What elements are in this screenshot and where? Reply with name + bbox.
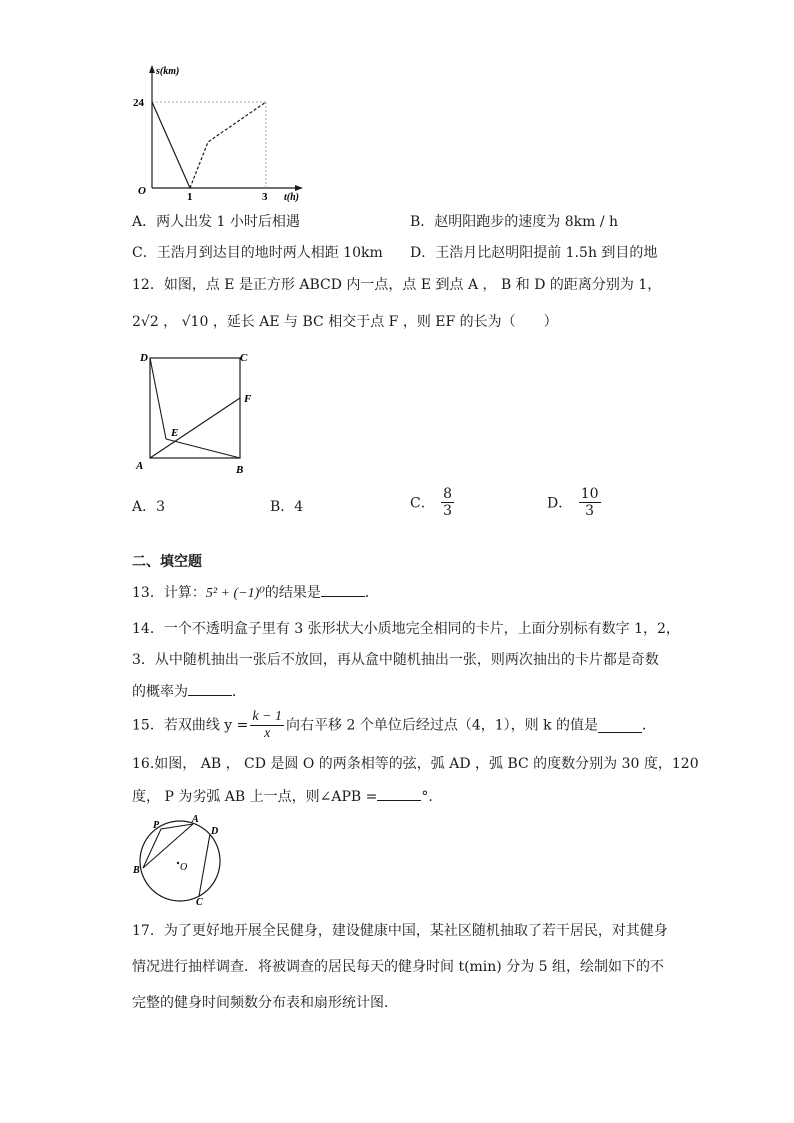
label-a: A — [136, 460, 144, 472]
label-d: D — [211, 826, 219, 837]
q15-middle: 向右平移 2 个单位后经过点（4，1），则 k 的值是 — [286, 717, 599, 734]
q16-line1: 16.如图， AB ， CD 是圆 O 的两条相等的弦，弧 AD ，弧 BC 的度数分别为 30 度，120 — [132, 756, 699, 772]
q13-expression: 5² + (−1)⁰ — [205, 586, 265, 601]
segment-ascending — [190, 102, 266, 188]
fraction-denominator: 3 — [443, 503, 453, 519]
x-axis-label: t(h) — [284, 192, 299, 203]
q16-line2 — [132, 786, 442, 807]
answer-blank — [598, 718, 642, 733]
segment-de — [150, 358, 166, 439]
label-b: B — [236, 464, 244, 476]
q14-line1: 14．一个不透明盒子里有 3 张形状大小质地完全相同的卡片，上面分别标有数字 1，2， — [132, 621, 680, 637]
q16-line2-end: °． — [421, 789, 443, 805]
square-abcd — [150, 358, 240, 458]
label-o: O — [180, 862, 188, 873]
origin-label: O — [138, 185, 146, 197]
x-tick-3: 3 — [262, 191, 268, 203]
label-p: P — [153, 820, 160, 831]
q15-end: ． — [642, 717, 657, 734]
q17-line2: 情况进行抽样调查．将被调查的居民每天的健身时间 t(min) 分为 5 组，绘制如下的不 — [132, 959, 665, 975]
circle-figure — [130, 812, 230, 907]
q12-option-d-prefix: D． — [547, 495, 573, 512]
label-e: E — [171, 427, 179, 439]
q13-suffix: 的结果是 — [264, 585, 321, 601]
q12-option-d — [547, 486, 603, 519]
fraction-numerator: 10 — [580, 486, 599, 502]
chord-cd — [199, 834, 210, 896]
label-c: C — [240, 352, 248, 364]
fraction-8-3 — [441, 486, 454, 519]
answer-blank — [377, 786, 421, 801]
square-figure — [130, 345, 270, 480]
q11-option-a: A．两人出发 1 小时后相遇 — [132, 214, 300, 230]
q17-line3: 完整的健身时间频数分布表和扇形统计图． — [132, 995, 398, 1011]
q12-option-c — [410, 486, 456, 519]
q13-end: ． — [364, 585, 379, 601]
section-title: 二、填空题 — [132, 554, 202, 570]
answer-blank — [188, 681, 232, 696]
center-point — [177, 862, 179, 864]
answer-blank — [321, 582, 365, 597]
q15 — [132, 709, 656, 742]
q12-option-a: A．3 — [132, 499, 166, 515]
q15-prefix: 15．若双曲线 y = — [132, 717, 249, 734]
q14-line3-end: ． — [232, 684, 246, 700]
q12-line2: 2√2 ， √10 ，延长 AE 与 BC 相交于点 F ，则 EF 的长为（ ） — [132, 314, 558, 330]
q12-option-c-prefix: C． — [410, 495, 435, 512]
q14-line3 — [132, 681, 246, 702]
label-c: C — [196, 897, 203, 907]
y-axis-label: s(km) — [156, 66, 180, 77]
q11-option-b: B．赵明阳跑步的速度为 8km / h — [410, 214, 619, 230]
fraction-10-3 — [579, 486, 601, 519]
label-f: F — [244, 393, 252, 405]
q16-line2-prefix: 度， P 为劣弧 AB 上一点，则∠APB = — [132, 789, 378, 805]
q14-line2: 3．从中随机抽出一张后不放回，再从盒中随机抽出一张，则两次抽出的卡片都是奇数 — [132, 652, 659, 668]
label-b: B — [133, 865, 140, 876]
q17-line1: 17．为了更好地开展全民健身，建设健康中国，某社区随机抽取了若干居民，对其健身 — [132, 923, 668, 939]
fraction-k-minus-1-over-x — [250, 709, 284, 742]
q14-line3-prefix: 的概率为 — [132, 684, 188, 700]
y-axis-arrow — [149, 65, 155, 73]
q11-option-c: C．王浩月到达目的地时两人相距 10km — [132, 245, 383, 261]
fraction-denominator: 3 — [585, 503, 595, 519]
y-tick-24: 24 — [133, 97, 144, 109]
fraction-numerator: k − 1 — [252, 709, 283, 724]
circle-o — [140, 821, 220, 901]
segment-eb — [166, 439, 240, 458]
q13-prefix: 13．计算： — [132, 585, 206, 601]
fraction-denominator: x — [264, 726, 271, 741]
label-d: D — [140, 352, 148, 364]
label-a: A — [192, 814, 199, 825]
segment-descending — [152, 102, 190, 188]
fraction-numerator: 8 — [443, 486, 453, 502]
q11-option-d: D．王浩月比赵明阳提前 1.5h 到目的地 — [410, 245, 658, 261]
q12-option-b: B．4 — [270, 499, 304, 515]
q12-line1: 12．如图，点 E 是正方形 ABCD 内一点，点 E 到点 A ， B 和 D 的距离分别为 1， — [132, 277, 662, 293]
x-tick-1: 1 — [187, 191, 193, 203]
x-axis-arrow — [295, 185, 303, 191]
distance-time-graph — [130, 60, 310, 205]
q13 — [132, 582, 379, 604]
